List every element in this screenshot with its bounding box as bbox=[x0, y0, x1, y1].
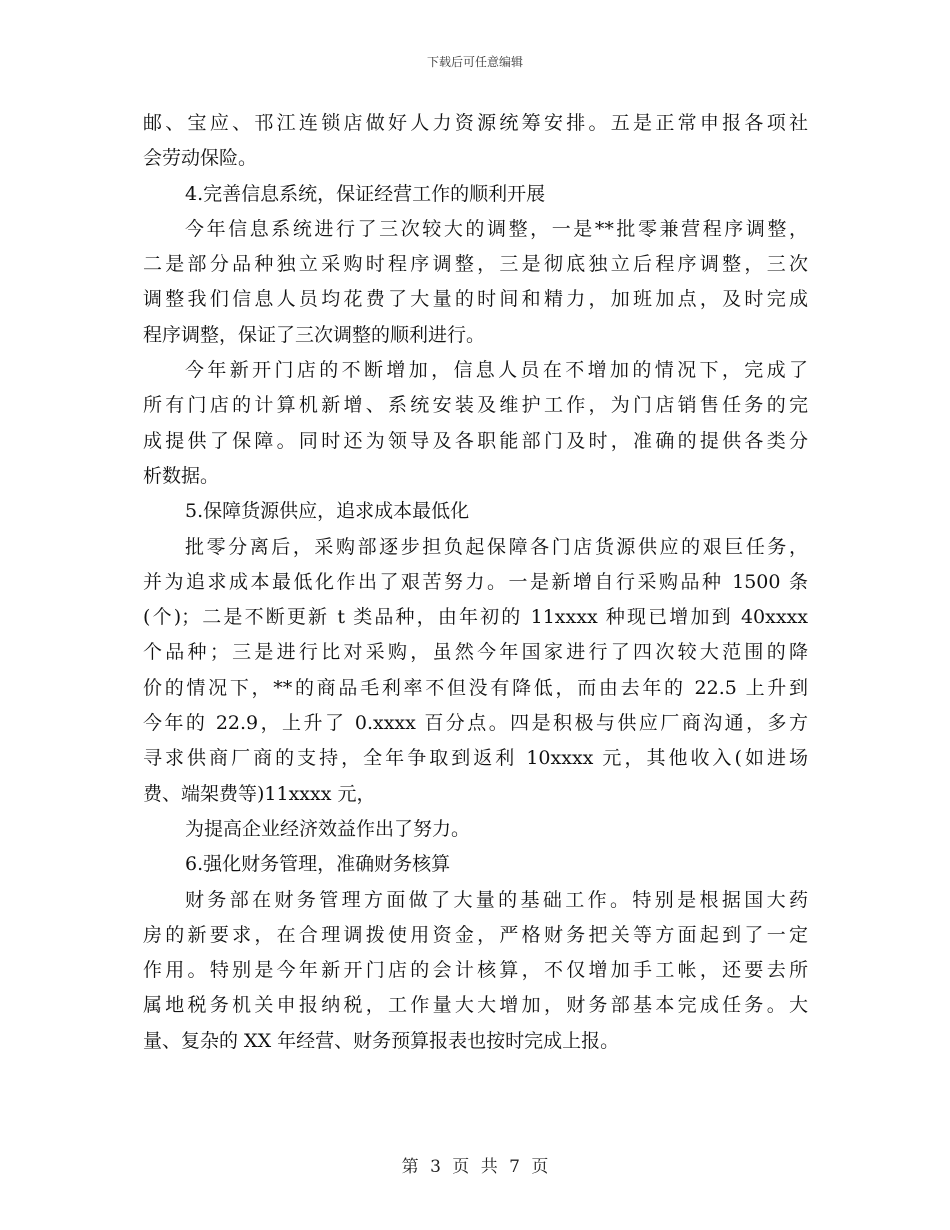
text-line: (个)；二是不断更新 t 类品种，由年初的 11xxxx 种现已增加到 40xxxx bbox=[143, 606, 808, 629]
text-line: 成提供了保障。同时还为领导及各职能部门及时，准确的提供各类分 bbox=[143, 429, 808, 452]
text-line: 邮、宝应、邗江连锁店做好人力资源统筹安排。五是正常申报各项社 bbox=[143, 112, 808, 134]
text-line: 财务部在财务管理方面做了大量的基础工作。特别是根据国大药 bbox=[185, 888, 808, 911]
text-line: 寻求供商厂商的支持，全年争取到返利 10xxxx 元，其他收入(如进场 bbox=[143, 747, 808, 770]
text-line: 所有门店的计算机新增、系统安装及维护工作，为门店销售任务的完 bbox=[143, 394, 808, 417]
text-line: 今年信息系统进行了三次较大的调整，一是**批零兼营程序调整， bbox=[185, 217, 808, 240]
text-line: 并为追求成本最低化作出了艰苦努力。一是新增自行采购品种 1500 条 bbox=[143, 570, 808, 593]
text-line: 量、复杂的 XX 年经营、财务预算报表也按时完成上报。 bbox=[143, 1029, 620, 1052]
text-line: 会劳动保险。 bbox=[143, 147, 258, 170]
text-line: 房的新要求，在合理调拨使用资金，严格财务把关等方面起到了一定 bbox=[143, 923, 808, 946]
text-line: 今年新开门店的不断增加，信息人员在不增加的情况下，完成了 bbox=[185, 359, 808, 382]
text-line: 批零分离后，采购部逐步担负起保障各门店货源供应的艰巨任务， bbox=[185, 535, 808, 558]
text-line: 个品种；三是进行比对采购，虽然今年国家进行了四次较大范围的降 bbox=[143, 641, 808, 664]
text-line: 作用。特别是今年新开门店的会计核算，不仅增加手工帐，还要去所 bbox=[143, 959, 808, 982]
document-body bbox=[143, 106, 808, 1059]
text-line: 今年的 22.9，上升了 0.xxxx 百分点。四是积极与供应厂商沟通，多方 bbox=[143, 712, 808, 735]
text-line: 费、端架费等)11xxxx 元， bbox=[143, 782, 376, 805]
text-line: 调整我们信息人员均花费了大量的时间和精力，加班加点，及时完成 bbox=[143, 288, 808, 311]
text-line: 价的情况下，**的商品毛利率不但没有降低，而由去年的 22.5 上升到 bbox=[143, 676, 808, 699]
text-line: 为提高企业经济效益作出了努力。 bbox=[185, 817, 471, 840]
text-line: 二是部分品种独立采购时程序调整，三是彻底独立后程序调整，三次 bbox=[143, 253, 808, 276]
text-line: 6.强化财务管理，准确财务核算 bbox=[185, 853, 451, 876]
text-line: 4.完善信息系统，保证经营工作的顺利开展 bbox=[185, 182, 546, 205]
header-note: 下载后可任意编辑 bbox=[426, 55, 523, 69]
text-line: 属地税务机关申报纳税，工作量大大增加，财务部基本完成任务。大 bbox=[143, 994, 808, 1017]
text-line: 程序调整，保证了三次调整的顺利进行。 bbox=[143, 323, 486, 346]
text-line: 析数据。 bbox=[143, 464, 220, 487]
page-number: 第 3 页 共 7 页 bbox=[401, 1157, 549, 1177]
text-line: 5.保障货源供应，追求成本最低化 bbox=[185, 500, 470, 523]
